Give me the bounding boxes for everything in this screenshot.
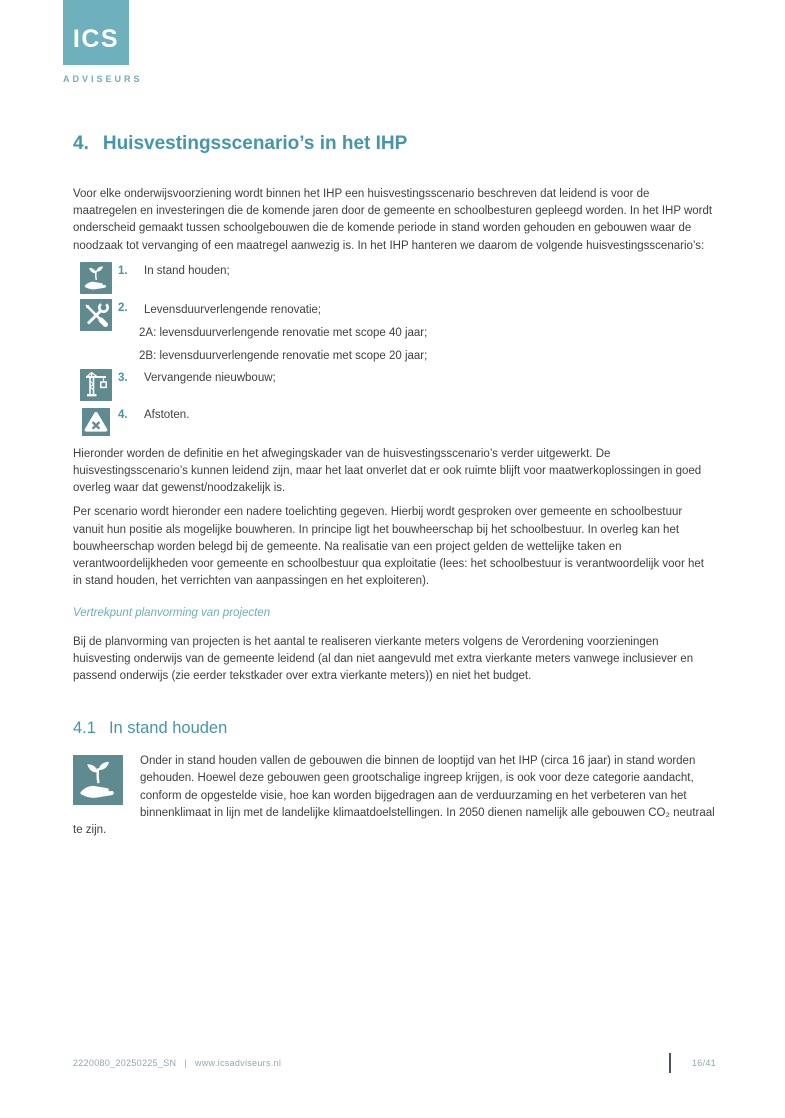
footer-left bbox=[73, 1058, 281, 1068]
list-item-label: Vervangende nieuwbouw; bbox=[144, 371, 276, 384]
list-item bbox=[73, 406, 716, 438]
list-item-number: 4. bbox=[118, 408, 128, 421]
list-item bbox=[73, 262, 716, 294]
list-item bbox=[73, 299, 716, 368]
scenario-list bbox=[73, 262, 716, 438]
list-item-label: Afstoten. bbox=[144, 408, 190, 421]
paragraph-scenario: Per scenario wordt hieronder een nadere toelichting gegeven. Hierbij wordt gesproken over gemeente en schoolbestuur vanuit hun positie als mogelijke bouwheren. In principe ligt het bouwheerschap bij het schoolbestuur. In overleg kan het bouwheerschap worden belegd bij de gemeente. Na realisatie van een project gelden de wettelijke taken en verantwoordelijkheden voor gemeente en schoolbestuur qua exploitatie (lees: het schoolbestuur is verantwoordelijk voor het in stand houden, het verrichten van aanpassingen en het exploiteren). bbox=[73, 506, 704, 588]
list-item-label-text: Levensduurverlengende renovatie; bbox=[144, 303, 322, 316]
sprout-hand-icon bbox=[80, 262, 112, 294]
list-item-number: 3. bbox=[118, 371, 128, 384]
section-paragraph: Onder in stand houden vallen de gebouwen die binnen de looptijd van het IHP (circa 16 jaar) in stand worden gehouden. Hoewel deze gebouwen geen grootschalige ingreep krijgen, is ook voor deze categorie aandacht, conform de opgestelde visie, hoe kan worden bijgedragen aan de verduurzaming en het verbeteren van het binnenklimaat in lijn met de landelijke klimaatdoelstellingen. In 2050 dienen namelijk alle gebouwen CO₂ neutraal te zijn. bbox=[73, 755, 715, 837]
chapter-title: Huisvestingsscenario’s in het IHP bbox=[102, 133, 408, 154]
page-number: 16/41 bbox=[691, 1058, 716, 1068]
crane-icon bbox=[80, 369, 112, 401]
ics-logo bbox=[63, 0, 193, 84]
logo-subtext: ADVISEURS bbox=[63, 74, 143, 84]
intro-paragraph: Voor elke onderwijsvoorziening wordt binnen het IHP een huisvestingsscenario beschreven dat leidend is voor de maatregelen en investeringen die de komende jaren door de gemeente en schoolbesturen gepleegd worden. In het IHP wordt onderscheid gemaakt tussen schoolgebouwen die de komende periode in stand worden gehouden en gebouwen waar de noodzaak tot vervanging of een maatregel aanwezig is. In het IHP hanteren we daarom de volgende huisvestingsscenario’s: bbox=[73, 188, 713, 252]
footer-separator: | bbox=[184, 1058, 187, 1068]
section-title: In stand houden bbox=[108, 719, 228, 738]
subline-2b: 2B: levensduurverlengende renovatie met scope 20 jaar; bbox=[139, 349, 428, 362]
page-footer bbox=[73, 1053, 716, 1073]
footer-right bbox=[669, 1053, 716, 1073]
paragraph-planvorming: Bij de planvorming van projecten is het aantal te realiseren vierkante meters volgens de Verordening voorzieningen huisvesting onderwijs van de gemeente leidend (al dan niet aangevuld met extra vierkante meters vanwege inclusiever en passend onderwijs (zie eerder tekstkader over extra vierkante meters)) en niet het budget. bbox=[73, 635, 694, 683]
section-heading bbox=[73, 718, 716, 738]
list-item-number: 2. bbox=[118, 301, 128, 314]
footer-url[interactable]: www.icsadviseurs.nl bbox=[194, 1058, 282, 1068]
chapter-number: 4. bbox=[73, 133, 89, 154]
list-item bbox=[73, 369, 716, 401]
section-number: 4.1 bbox=[73, 719, 96, 738]
section-body bbox=[73, 753, 716, 839]
list-item-sublines bbox=[139, 322, 428, 368]
list-item-label bbox=[139, 299, 428, 368]
chapter-heading bbox=[73, 133, 716, 155]
ics-logo-square bbox=[63, 0, 129, 65]
subline-2a: 2A: levensduurverlengende renovatie met scope 40 jaar; bbox=[139, 326, 428, 339]
paragraph-definitie: Hieronder worden de definitie en het afwegingskader van de huisvestingsscenario’s verder uitgewerkt. De huisvestingsscenario’s kunnen leidend zijn, maar het laat onverlet dat er ook ruimte blijft voor maatwerkoplossingen in goed overleg waar dat gewenst/noodzakelijk is. bbox=[73, 447, 702, 495]
footer-divider-bar bbox=[669, 1053, 671, 1073]
tools-icon bbox=[80, 299, 112, 331]
list-item-label: In stand houden; bbox=[144, 264, 230, 277]
list-item-number: 1. bbox=[118, 264, 128, 277]
page-content bbox=[73, 133, 716, 839]
sprout-hand-icon bbox=[73, 755, 123, 805]
document-reference: 2220080_20250225_SN bbox=[73, 1058, 177, 1068]
discard-triangle-icon bbox=[80, 406, 112, 438]
italic-subheading: Vertrekpunt planvorming van projecten bbox=[73, 607, 271, 620]
logo-text: ICS bbox=[72, 25, 120, 53]
